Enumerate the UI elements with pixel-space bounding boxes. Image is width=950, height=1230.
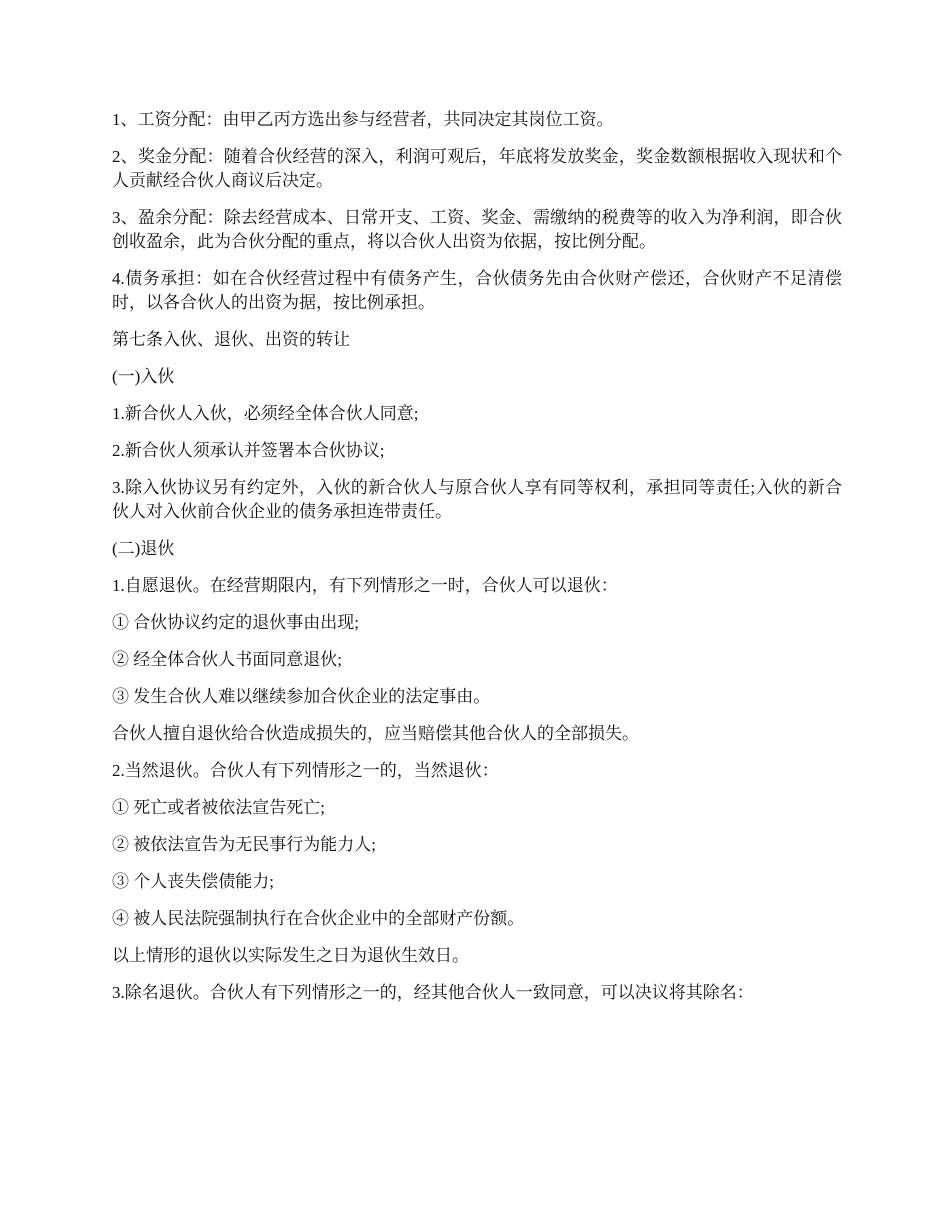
document-body [112, 108, 842, 1018]
expulsion-withdrawal: 3.除名退伙。合伙人有下列情形之一的，经其他合伙人一致同意，可以决议将其除名： [112, 983, 754, 1002]
section-withdrawal-heading: (二)退伙 [112, 539, 175, 558]
automatic-condition-2: ② 被依法宣告为无民事行为能力人; [112, 835, 376, 854]
paragraph-surplus-distribution: 3、盈余分配：除去经营成本、日常开支、工资、奖金、需缴纳的税费等的收入为净利润，即合伙创收盈余，此为合伙分配的重点，将以合伙人出资为依据，按比例分配。 [112, 208, 842, 251]
withdrawal-effective-date-note: 以上情形的退伙以实际发生之日为退伙生效日。 [112, 946, 469, 965]
voluntary-condition-2: ② 经全体合伙人书面同意退伙; [112, 650, 342, 669]
voluntary-condition-1: ① 合伙协议约定的退伙事由出现; [112, 613, 359, 632]
automatic-condition-1: ① 死亡或者被依法宣告死亡; [112, 798, 325, 817]
paragraph-salary-distribution: 1、工资分配：由甲乙丙方选出参与经营者，共同决定其岗位工资。 [112, 110, 614, 129]
automatic-withdrawal: 2.当然退伙。合伙人有下列情形之一的，当然退伙： [112, 761, 499, 780]
automatic-condition-3: ③ 个人丧失偿债能力; [112, 872, 274, 891]
voluntary-condition-3: ③ 发生合伙人难以继续参加合伙企业的法定事由。 [112, 687, 491, 706]
paragraph-debt-liability: 4.债务承担：如在合伙经营过程中有债务产生，合伙债务先由合伙财产偿还，合伙财产不足清偿时，以各合伙人的出资为据，按比例承担。 [112, 269, 842, 312]
paragraph-bonus-distribution: 2、奖金分配：随着合伙经营的深入，利润可观后，年底将发放奖金，奖金数额根据收入现状和个人贡献经合伙人商议后决定。 [112, 147, 842, 190]
voluntary-withdrawal: 1.自愿退伙。在经营期限内，有下列情形之一时，合伙人可以退伙： [112, 576, 618, 595]
unauthorized-withdrawal-note: 合伙人擅自退伙给合伙造成损失的，应当赔偿其他合伙人的全部损失。 [112, 724, 639, 743]
article-seven-heading: 第七条入伙、退伙、出资的转让 [112, 330, 350, 349]
section-admission-heading: (一)入伙 [112, 367, 175, 386]
admission-item-3: 3.除入伙协议另有约定外，入伙的新合伙人与原合伙人享有同等权利，承担同等责任;入伙的新合伙人对入伙前合伙企业的债务承担连带责任。 [112, 478, 842, 521]
automatic-condition-4: ④ 被人民法院强制执行在合伙企业中的全部财产份额。 [112, 909, 525, 928]
admission-item-2: 2.新合伙人须承认并签署本合伙协议; [112, 441, 385, 460]
admission-item-1: 1.新合伙人入伙，必须经全体合伙人同意; [112, 404, 419, 423]
